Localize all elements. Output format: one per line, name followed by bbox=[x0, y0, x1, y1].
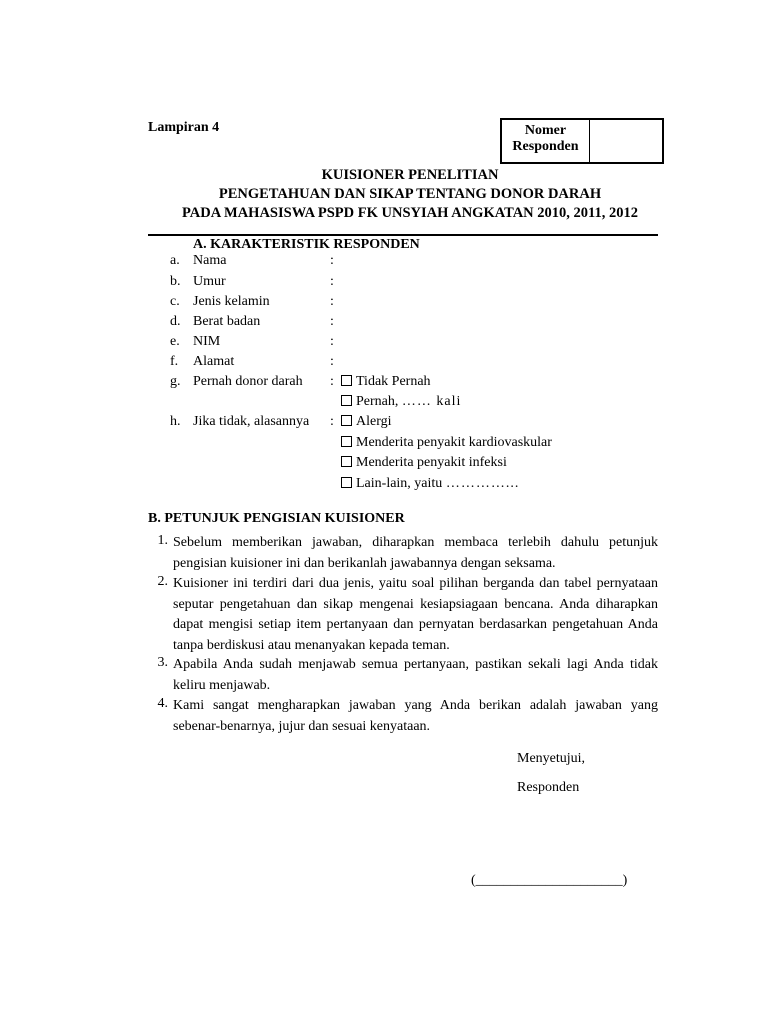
field-letter: d. bbox=[170, 314, 181, 329]
signature-agree-label: Menyetujui, bbox=[517, 751, 586, 766]
field-colon: : bbox=[330, 253, 334, 268]
field-colon: : bbox=[330, 334, 334, 349]
checkbox[interactable] bbox=[341, 456, 352, 467]
option-row-lain-lain bbox=[148, 474, 668, 494]
option-row-pernah bbox=[148, 392, 668, 412]
instruction-text: Kuisioner ini terdiri dari dua jenis, yaitu soal pilihan berganda dan tabel pernyataan seputar pengetahuan dan sikap mengenai kesiapsiagaan bencana. Anda diharapkan dapat mengisi setiap item pertanyaan dan pernyatan berdasarkan pengetahuan Anda tanpa berdiskusi atau menanyakan kepada teman. bbox=[173, 576, 658, 653]
option-label: Alergi bbox=[356, 414, 392, 429]
option-kardiovaskular[interactable] bbox=[341, 433, 552, 453]
option-lain-lain[interactable] bbox=[341, 474, 519, 494]
option-label: Lain-lain, yaitu bbox=[356, 476, 443, 491]
option-label: Menderita penyakit infeksi bbox=[356, 455, 507, 470]
option-tidak-pernah[interactable] bbox=[341, 372, 431, 392]
respondent-number-field[interactable] bbox=[590, 120, 662, 162]
instruction-number: 1. bbox=[157, 533, 168, 548]
option-label: Pernah, bbox=[356, 394, 399, 409]
instruction-text: Sebelum memberikan jawaban, diharapkan membaca terlebih dahulu petunjuk pengisian kuisioner ini dan berikanlah jawabannya dengan seksama. bbox=[173, 535, 658, 571]
title-line-1: KUISIONER PENELITIAN bbox=[321, 167, 499, 183]
signature-role-label: Responden bbox=[517, 780, 580, 795]
option-label: Menderita penyakit kardiovaskular bbox=[356, 435, 552, 450]
field-row-jenis-kelamin bbox=[148, 292, 668, 312]
field-colon: : bbox=[330, 294, 334, 309]
field-label: Pernah donor darah bbox=[193, 374, 303, 389]
title-line-3: PADA MAHASISWA PSPD FK UNSYIAH ANGKATAN 2010, 2011, 2012 bbox=[182, 205, 638, 221]
field-letter: h. bbox=[170, 414, 181, 429]
instruction-number: 3. bbox=[157, 655, 168, 670]
field-label: Berat badan bbox=[193, 314, 261, 329]
section-b-heading: B. PETUNJUK PENGISIAN KUISIONER bbox=[148, 511, 405, 526]
option-blank: …………... bbox=[445, 476, 520, 491]
title-line-2: PENGETAHUAN DAN SIKAP TENTANG DONOR DARAH bbox=[218, 186, 602, 202]
option-row-kardiovaskular bbox=[148, 433, 668, 453]
title-divider bbox=[148, 234, 658, 236]
checkbox[interactable] bbox=[341, 375, 352, 386]
signature-name-line[interactable]: (_____________________) bbox=[471, 873, 628, 888]
option-row-infeksi bbox=[148, 453, 668, 473]
instruction-number: 4. bbox=[157, 696, 168, 711]
field-letter: b. bbox=[170, 274, 181, 289]
option-blank: …… kali bbox=[401, 394, 462, 409]
respondent-number-label bbox=[502, 120, 590, 162]
checkbox[interactable] bbox=[341, 415, 352, 426]
checkbox[interactable] bbox=[341, 395, 352, 406]
option-infeksi[interactable] bbox=[341, 453, 507, 473]
field-row-berat-badan bbox=[148, 312, 668, 332]
field-letter: a. bbox=[170, 253, 180, 268]
field-label: Jika tidak, alasannya bbox=[193, 414, 310, 429]
field-row-umur bbox=[148, 272, 668, 292]
instruction-text: Kami sangat mengharapkan jawaban yang Anda berikan adalah jawaban yang sebenar-benarnya, jujur dan sesuai kenyataan. bbox=[173, 698, 658, 734]
field-row-alamat bbox=[148, 352, 668, 372]
field-label: Nama bbox=[193, 253, 227, 268]
section-a-heading: A. KARAKTERISTIK RESPONDEN bbox=[193, 237, 420, 252]
field-label: NIM bbox=[193, 334, 221, 349]
field-colon: : bbox=[330, 374, 334, 389]
field-row-pernah-donor bbox=[148, 372, 668, 392]
option-label: Tidak Pernah bbox=[356, 374, 431, 389]
field-label: Alamat bbox=[193, 354, 235, 369]
checkbox[interactable] bbox=[341, 477, 352, 488]
field-letter: g. bbox=[170, 374, 181, 389]
respondent-box-line1: Nomer bbox=[524, 123, 567, 138]
option-pernah[interactable] bbox=[341, 392, 461, 412]
option-alergi[interactable] bbox=[341, 412, 392, 432]
field-colon: : bbox=[330, 314, 334, 329]
respondent-box-line2: Responden bbox=[512, 139, 579, 154]
appendix-label: Lampiran 4 bbox=[148, 120, 220, 135]
field-row-nama bbox=[148, 251, 668, 271]
instruction-text: Apabila Anda sudah menjawab semua pertanyaan, pastikan sekali lagi Anda tidak keliru menjawab. bbox=[173, 657, 658, 693]
field-row-alasan bbox=[148, 412, 668, 432]
field-colon: : bbox=[330, 354, 334, 369]
field-letter: c. bbox=[170, 294, 180, 309]
field-row-nim bbox=[148, 332, 668, 352]
field-letter: e. bbox=[170, 334, 180, 349]
field-letter: f. bbox=[170, 354, 179, 369]
instruction-number: 2. bbox=[157, 574, 168, 589]
field-colon: : bbox=[330, 274, 334, 289]
checkbox[interactable] bbox=[341, 436, 352, 447]
field-label: Umur bbox=[193, 274, 226, 289]
respondent-number-box bbox=[500, 118, 664, 164]
field-label: Jenis kelamin bbox=[193, 294, 270, 309]
field-colon: : bbox=[330, 414, 334, 429]
